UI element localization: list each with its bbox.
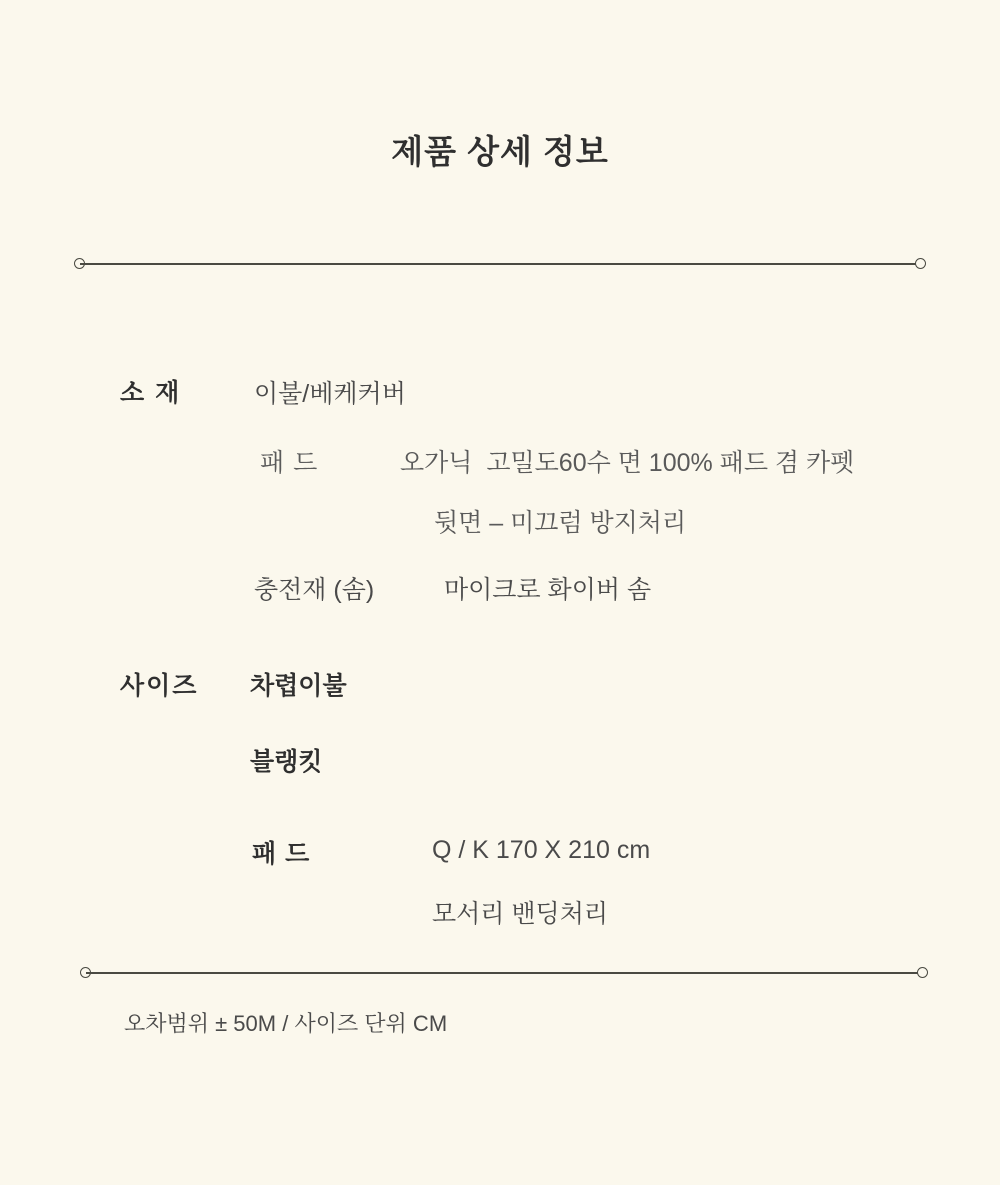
divider-line (80, 263, 920, 265)
spec-value-size-2: 블랭킷 (250, 748, 323, 776)
spec-value-pad: 오가닉 고밀도60수 면 100% 패드 겸 카펫 (400, 449, 855, 477)
divider-dot-right (917, 967, 928, 978)
spec-label-pad: 패 드 (260, 449, 319, 477)
spec-value-filling: 마이크로 화이버 솜 (444, 576, 652, 604)
divider-line (86, 972, 922, 974)
measurement-note: 오차범위 ± 50M / 사이즈 단위 CM (124, 1011, 448, 1036)
divider-bottom (80, 967, 928, 979)
spec-value-material: 이불/베케커버 (254, 380, 406, 408)
spec-value-pad-line2: 뒷면 – 미끄럼 방지처리 (434, 509, 687, 537)
spec-label-size: 사이즈 (120, 672, 199, 700)
spec-value-size-1: 차렵이불 (250, 672, 347, 700)
spec-label-filling: 충전재 (솜) (254, 576, 375, 604)
divider-dot-right (915, 258, 926, 269)
spec-label-material: 소 재 (120, 379, 182, 407)
page-title: 제품 상세 정보 (391, 133, 609, 170)
divider-top (74, 258, 926, 270)
spec-value-size-pad-line2: 모서리 밴딩처리 (432, 900, 608, 928)
spec-value-size-pad: Q / K 170 X 210 cm (432, 836, 651, 864)
spec-label-size-pad: 패 드 (252, 840, 311, 868)
